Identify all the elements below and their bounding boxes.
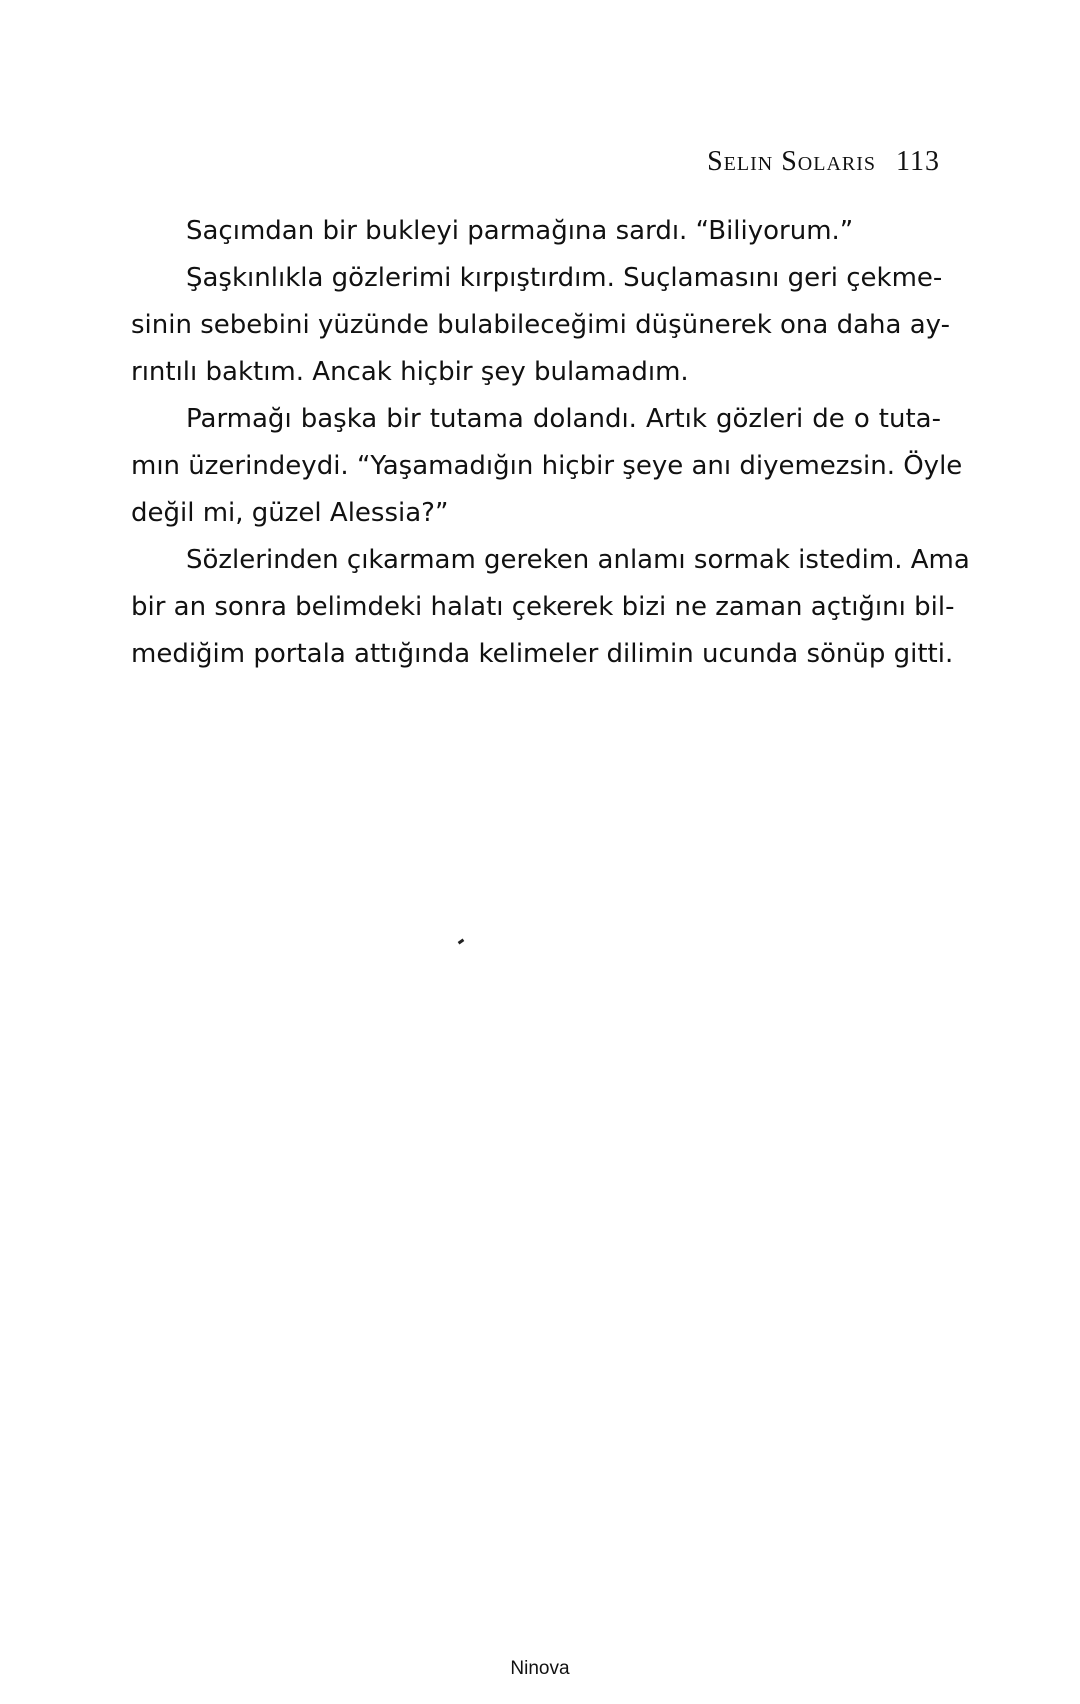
page-number: 113 [896,146,940,177]
text-line: Saçımdan bir bukleyi parmağına sardı. “Biliyorum.” [186,216,854,246]
text-line: Parmağı başka bir tutama dolandı. Artık gözleri de o tuta- [186,404,941,434]
publisher-footer: Ninova [510,1658,570,1679]
text-line: sinin sebebini yüzünde bulabileceğimi düşünerek ona daha ay- [131,310,950,340]
text-line: Sözlerinden çıkarmam gereken anlamı sormak istedim. Ama [186,545,970,575]
scan-speck [458,939,465,945]
text-line: bir an sonra belimdeki halatı çekerek bizi ne zaman açtığını bil- [131,592,955,622]
running-header [707,146,940,178]
text-line: Şaşkınlıkla gözlerimi kırpıştırdım. Suçlamasını geri çekme- [186,263,943,293]
body-text [131,208,970,678]
text-line: rıntılı baktım. Ancak hiçbir şey bulamadım. [131,357,689,387]
book-title: Selin Solaris [707,146,877,177]
text-line: mediğim portala attığında kelimeler dilimin ucunda sönüp gitti. [131,639,954,669]
text-line: mın üzerindeydi. “Yaşamadığın hiçbir şeye anı diyemezsin. Öyle [131,451,963,481]
text-line: değil mi, güzel Alessia?” [131,498,449,528]
